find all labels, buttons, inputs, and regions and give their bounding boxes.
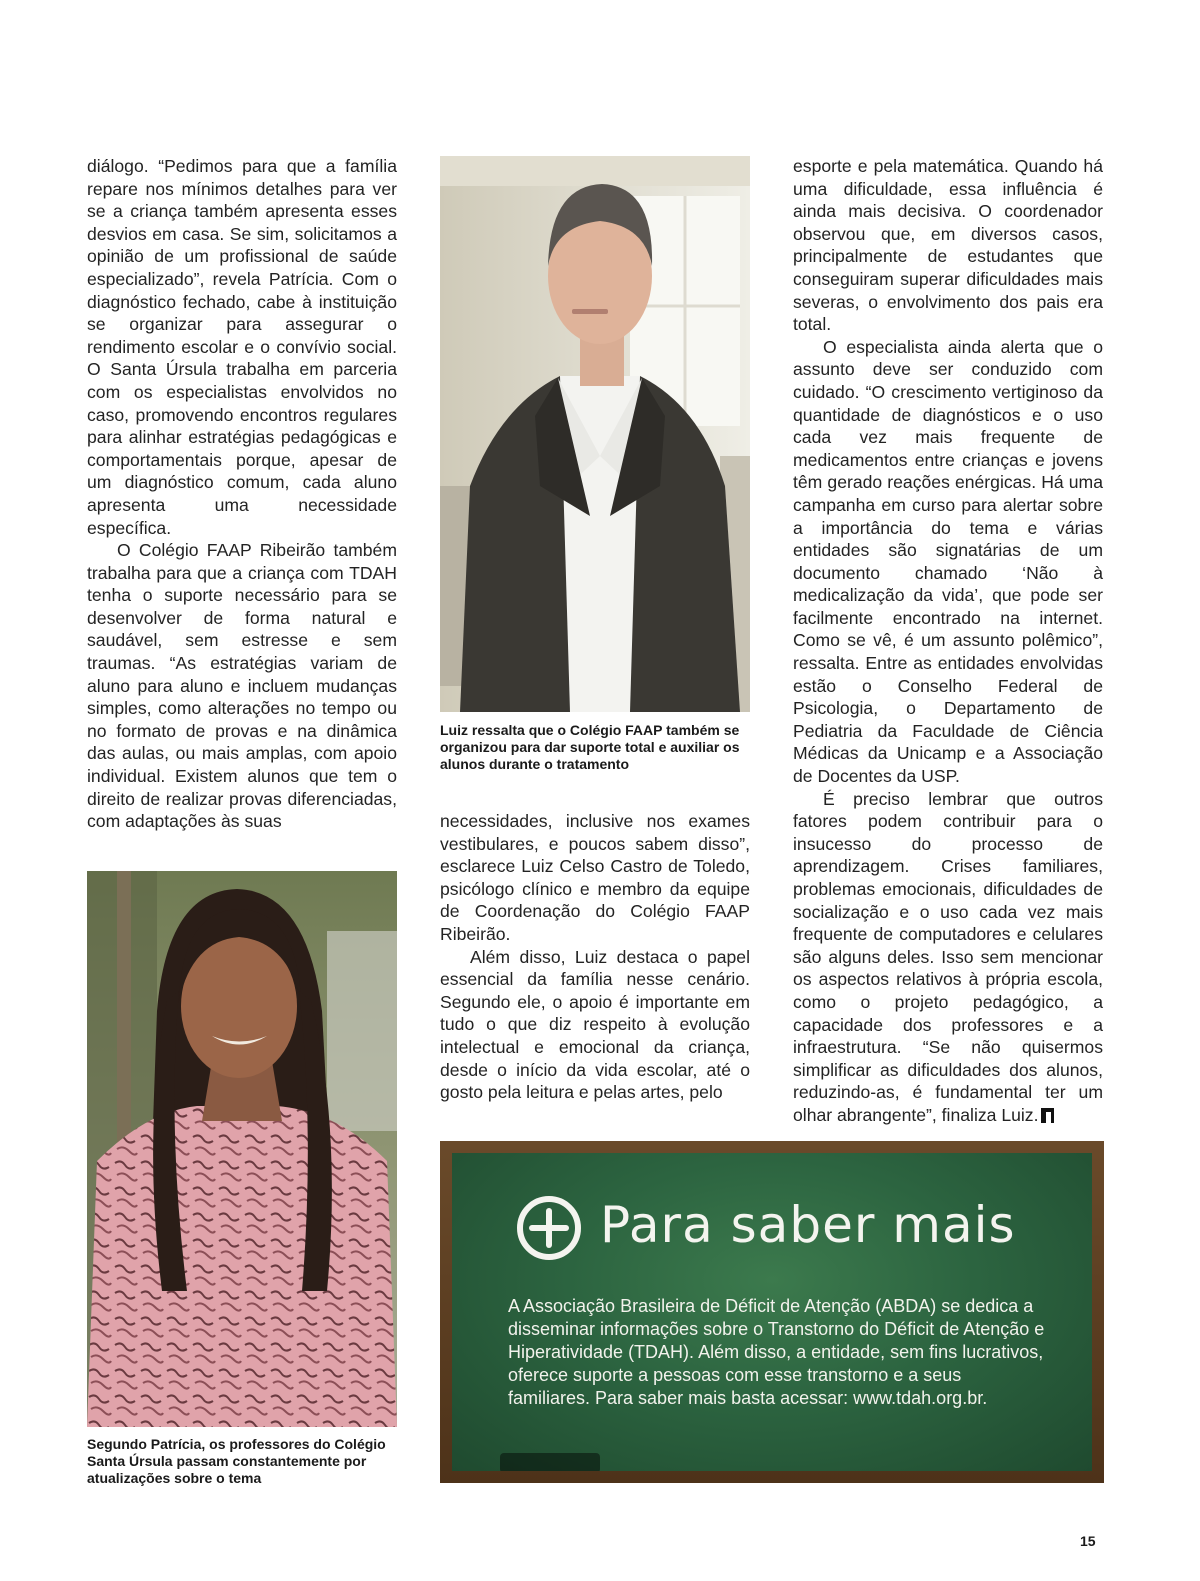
photo-luiz [440,156,750,712]
article-column-middle [440,810,750,1104]
body-paragraph: O especialista ainda alerta que o assunto deve ser conduzido com cuidado. “O crescimento vertiginoso da quantidade de diagnósticos e o uso cada vez mais frequente de medicamentos entre crianças e jovens têm gerado reações enérgicas. Há uma campanha em curso para alertar sobre a importância do tema e várias entidades são signatárias de um documento chamado ‘Não à medicalização da vida’, que pode ser facilmente encontrado na internet. Como se vê, é um assunto polêmico”, ressalta. Entre as entidades envolvidas estão o Conselho Federal de Psicologia, o Departamento de Pediatria da Faculdade de Ciência Médicas da Unicamp e a Associação de Docentes da USP. [793,336,1103,787]
chalkboard-eraser [500,1453,600,1471]
chalkboard-surface [452,1153,1092,1471]
article-column-right [793,155,1103,1127]
info-box-chalkboard [440,1141,1104,1483]
article-column-left [87,155,397,833]
plus-circle-icon [514,1193,584,1263]
page-number: 15 [1080,1533,1096,1549]
info-box-text: A Associação Brasileira de Déficit de Atenção (ABDA) se dedica a disseminar informações sobre o Transtorno do Déficit de Atenção e Hiperatividade (TDAH). Além disso, a entidade, sem fins lucrativos, oferece suporte a pessoas com esse transtorno e a seus familiares. Para saber mais basta acessar: www.tdah.org.br. [508,1296,1045,1408]
body-paragraph: diálogo. “Pedimos para que a família repare nos mínimos detalhes para ver se a criança também apresenta esses desvios em casa. Se sim, solicitamos a opinião de um profissional de saúde especializado”, revela Patrícia. Com o diagnóstico fechado, cabe à instituição se organizar para assegurar o rendimento escolar e o convívio social. O Santa Úrsula trabalha em parceria com os especialistas envolvidos no caso, promovendo encontros regulares para alinhar estratégias pedagógicas e comportamentais porque, apesar de um diagnóstico comum, cada aluno apresenta uma necessidade específica. [87,156,397,538]
body-paragraph: Além disso, Luiz destaca o papel essencial da família nesse cenário. Segundo ele, o apoio é importante em tudo o que diz respeito à evolução intelectual e emocional da criança, desde o início da vida escolar, até o gosto pela leitura e pelas artes, pelo [440,946,750,1103]
body-paragraph [793,788,1103,1127]
body-paragraph: esporte e pela matemática. Quando há uma dificuldade, essa influência é ainda mais decisiva. O coordenador observou que, em diversos casos, principalmente de estudantes que conseguiram superar dificuldades mais severas, o envolvimento dos pais era total. [793,156,1103,335]
body-paragraph-text: É preciso lembrar que outros fatores podem contribuir para o insucesso do processo de aprendizagem. Crises familiares, problemas emocionais, dificuldades de socialização e o uso cada vez mais frequente de computadores e celulares são alguns deles. Isso sem mencionar os aspectos relativos à própria escola, como o projeto pedagógico, a capacidade dos professores e a infraestrutura. “Se não quisermos simplificar as dificuldades dos alunos, reduzindo-as, é fundamental ter um olhar abrangente”, finaliza Luiz. [793,788,1103,1125]
photo-caption-luiz: Luiz ressalta que o Colégio FAAP também se organizou para dar suporte total e auxiliar os alunos durante o tratamento [440,722,740,772]
body-paragraph: O Colégio FAAP Ribeirão também trabalha para que a criança com TDAH tenha o suporte necessário para se desenvolver de forma natural e saudável, sem estresse e sem traumas. “As estratégias variam de aluno para aluno e incluem mudanças simples, como alterações no tempo ou no formato de provas e na dinâmica das aulas, ou mais amplas, com apoio individual. Existem alunos que tem o direito de realizar provas diferenciadas, com adaptações às suas [87,540,397,832]
info-box-title: Para saber mais [600,1196,1016,1254]
article-end-mark-icon [1041,1108,1054,1123]
body-paragraph: necessidades, inclusive nos exames vestibulares, e poucos sabem disso”, esclarece Luiz Celso Castro de Toledo, psicólogo clínico e membro da equipe de Coordenação do Colégio FAAP Ribeirão. [440,811,750,944]
photo-patricia [87,871,397,1427]
photo-caption-patricia: Segundo Patrícia, os professores do Colégio Santa Úrsula passam constantemente por atualizações sobre o tema [87,1436,386,1486]
